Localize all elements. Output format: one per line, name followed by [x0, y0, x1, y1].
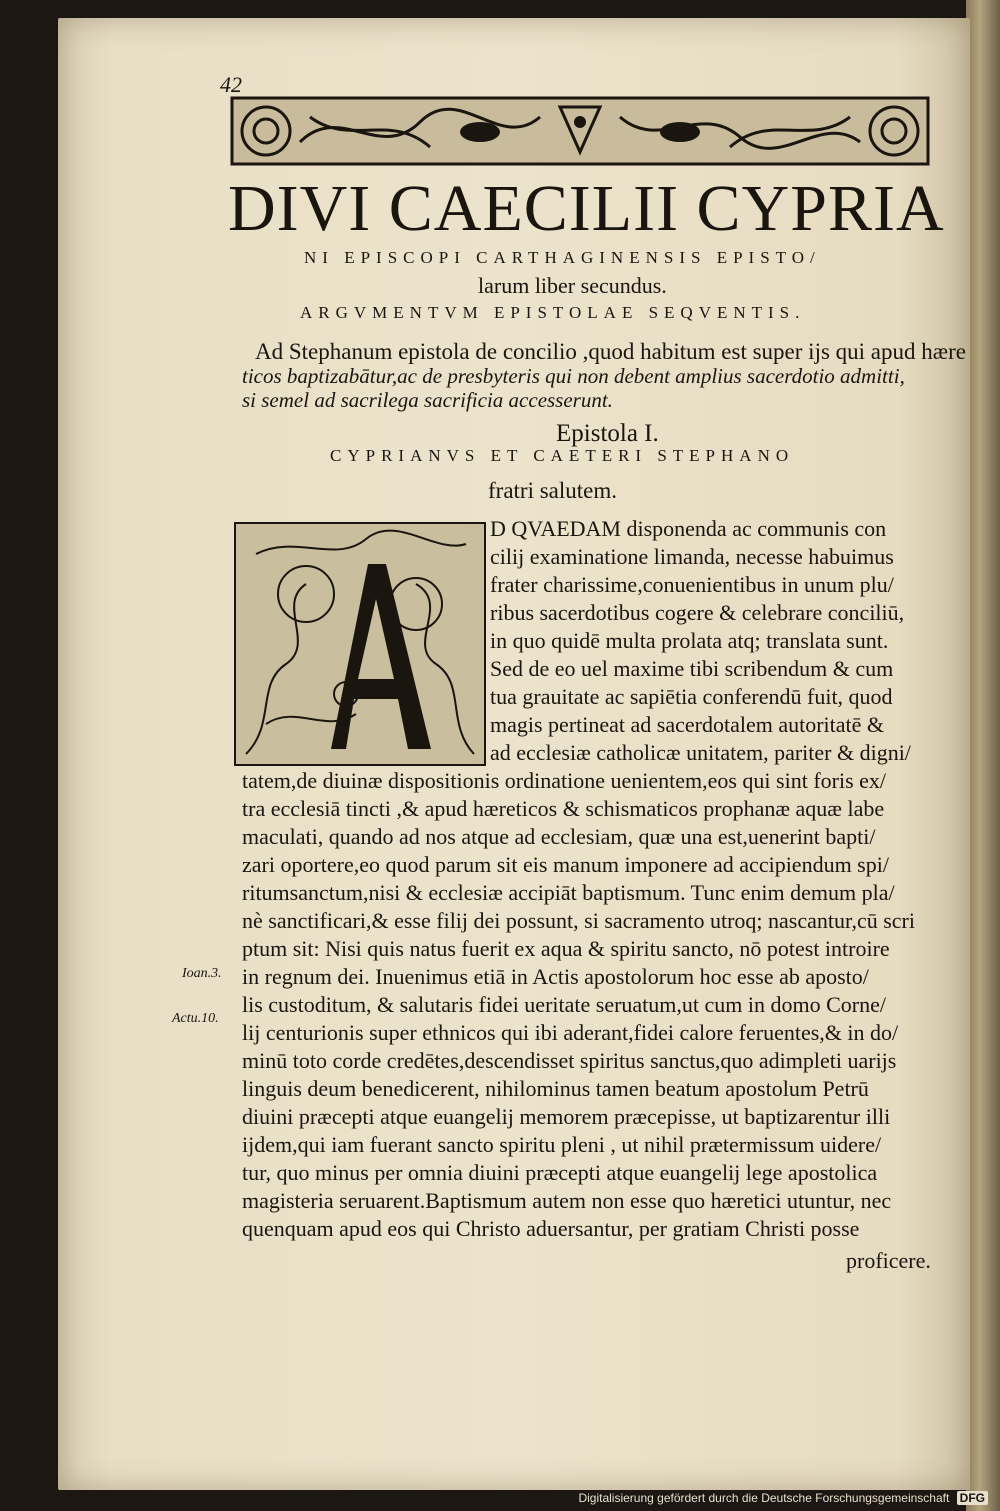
argument-line: si semel ad sacrilega sacrificia accesserunt.: [242, 388, 613, 412]
text-line: in regnum dei. Inuenimus etiā in Actis apostolorum hoc esse ab aposto/: [242, 964, 869, 989]
text-line: ijdem,qui iam fuerant sancto spiritu pleni , ut nihil prætermissum uidere/: [242, 1132, 882, 1157]
argument-line: ticos baptizabātur,ac de presbyteris qui non debent amplius sacerdotio admitti,: [242, 364, 905, 388]
title-line-1: DIVI CAECILII CYPRIA: [228, 172, 945, 245]
text-line: quenquam apud eos qui Christo aduersantur, per gratiam Christi posse: [242, 1216, 860, 1241]
dfg-logo: DFG: [957, 1491, 988, 1505]
salutation-line-2: fratri salutem.: [488, 478, 618, 503]
text-line: lis custoditum, & salutaris fidei ueritate seruatum,ut cum in domo Corne/: [242, 992, 886, 1017]
text-line: magisteria seruarent.Baptismum autem non esse quo hæretici utuntur, nec: [242, 1188, 892, 1213]
text-line: tra ecclesiā tincti ,& apud hæreticos & schismaticos prophanæ aquæ labe: [242, 796, 885, 821]
ornamental-header-band: [230, 92, 930, 170]
marginal-note: Actu.10.: [172, 1011, 219, 1026]
text-line: D QVAEDAM disponenda ac communis con: [490, 516, 887, 541]
salutation-line: CYPRIANVS ET CAETERI STEPHANO: [330, 446, 795, 465]
text-line: ad ecclesiæ catholicæ unitatem, pariter & digni/: [490, 740, 911, 765]
text-line: linguis deum benedicerent, nihilominus tamen beatum apostolum Petrū: [242, 1076, 869, 1101]
text-line: cilij examinatione limanda, necesse habuimus: [490, 544, 894, 569]
digitization-credit: [578, 1491, 988, 1505]
text-line: Sed de eo uel maxime tibi scribendum & cum: [490, 656, 894, 681]
text-line: minū toto corde credētes,descendisset spiritus sanctus,quo adimpleti uarijs: [242, 1048, 897, 1073]
facing-page-edge: [966, 0, 1000, 1511]
text-line: tatem,de diuinæ dispositionis ordinatione uenientem,eos qui sint foris ex/: [242, 768, 887, 793]
text-line: ribus sacerdotibus cogere & celebrare conciliū,: [490, 600, 905, 625]
text-line: diuini præcepti atque euangelij memorem præcepisse, ut baptizarentur illi: [242, 1104, 891, 1129]
epistola-heading: Epistola I.: [556, 420, 659, 447]
credit-text: Digitalisierung gefördert durch die Deutsche Forschungsgemeinschaft: [578, 1491, 950, 1505]
text-line: in quo quidē multa prolata atq; translata sunt.: [490, 628, 889, 653]
text-line: zari oportere,eo quod parum sit eis manum imponere ad accipiendum spi/: [242, 852, 889, 877]
marginal-note: Ioan.3.: [182, 966, 222, 981]
text-line: frater charissime,conuenientibus in unum plu/: [490, 572, 894, 597]
text-line: tur, quo minus per omnia diuini præcepti atque euangelij lege apostolica: [242, 1160, 878, 1185]
text-line: proficere.: [846, 1248, 931, 1273]
title-line-2: NI EPISCOPI CARTHAGINENSIS EPISTO/: [304, 248, 821, 267]
text-line: ptum sit: Nisi quis natus fuerit ex aqua & spiritu sancto, nō potest introire: [242, 936, 890, 961]
text-line: tua grauitate ac sapiētia conferendū fuit, quod: [490, 684, 893, 709]
text-line: maculati, quando ad nos atque ad ecclesiam, quæ una est,uenerint bapti/: [242, 824, 876, 849]
argument-line: Ad Stephanum epistola de concilio ,quod habitum est super ijs qui apud hære: [255, 339, 966, 364]
decorated-initial-A: [234, 522, 486, 766]
text-line: magis pertineat ad sacerdotalem autoritatē &: [490, 712, 885, 737]
text-line: nè sanctificari,& esse filij dei possunt, si sacramento utroq; nascantur,cū scri: [242, 908, 915, 933]
title-line-3: larum liber secundus.: [478, 273, 667, 298]
page-number: 42: [220, 72, 242, 97]
text-line: lij centurionis super ethnicos qui ibi aderant,fidei calore feruentes,& in do/: [242, 1020, 899, 1045]
argument-heading: ARGVMENTVM EPISTOLAE SEQVENTIS.: [300, 303, 806, 322]
text-line: ritumsanctum,nisi & ecclesiæ accipiāt baptismum. Tunc enim demum pla/: [242, 880, 895, 905]
